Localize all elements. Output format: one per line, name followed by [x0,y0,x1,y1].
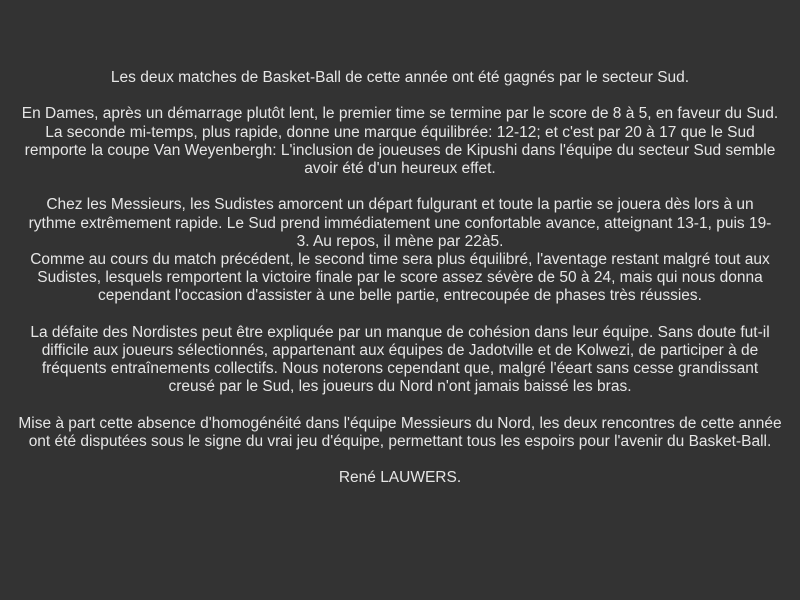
paragraph-defaite: La défaite des Nordistes peut être expliquée par un manque de cohésion dans leur équipe. Sans doute fut-il difficile aux joueurs sélectionnés, appartenant aux équipes de Jadotville et de Kolwezi, de participer à de fréquents entraînements collectifs. Nous noterons cependant que, malgré l'éeart sans cesse grandissant creusé par le Sud, les joueurs du Nord n'ont jamais baissé les bras. [30,323,770,396]
paragraph-dames: En Dames, après un démarrage plutôt lent, le premier time se termine par le score de 8 à 5, en faveur du Sud. La seconde mi-temps, plus rapide, donne une marque équilibrée: 12-12; et c'est par 20 à 17 que le Sud remporte la coupe Van Weyenbergh: L'inclusion de joueuses de Kipushi dans l'équipe du secteur Sud semble avoir été d'un heureux effet. [21,105,779,177]
paragraph-conclusion: Mise à part cette absence d'homogénéité dans l'équipe Messieurs du Nord, les deux rencontres de cette année ont été disputées sous le signe du vrai jeu d'équipe, permettant tous les espoirs pour l'avenir du Basket-Ball. [18,414,782,450]
paragraph-intro: Les deux matches de Basket-Ball de cette année ont été gagnés par le secteur Sud. [110,69,690,86]
paragraph-messieurs-part2: Comme au cours du match précédent, le second time sera plus équilibré, l'aventage restant malgré tout aux Sudistes, lesquels remportent la victoire finale par le score assez sévère de 50 à 24, mais qui nous donna cependant l'occasion d'assister à une belle partie, entrecoupée de phases très réussies. [30,251,770,305]
author-signature: René LAUWERS. [338,469,462,487]
paragraph-messieurs-part1: Chez les Messieurs, les Sudistes amorcent un départ fulgurant et toute la partie se jouera dès lors à un rythme extrêmement rapide. Le Sud prend immédiatement une confortable avance, atteignant 13-1, puis 19-3. Au repos, il mène par 22à5. [28,196,772,250]
article [0,69,800,506]
paragraph-messieurs [24,196,776,305]
